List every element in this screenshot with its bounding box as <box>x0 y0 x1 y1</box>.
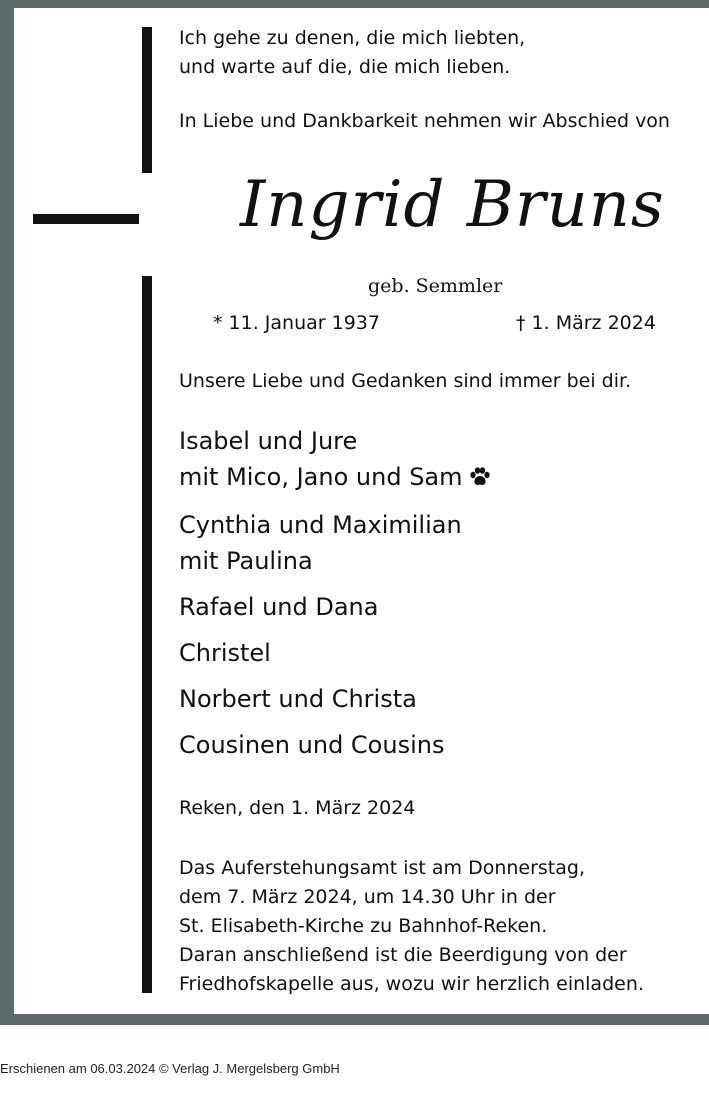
mourner-line: Christel <box>179 639 271 667</box>
mourner-group <box>179 507 491 579</box>
mourner-line-with-icon <box>179 459 491 497</box>
birth-date: * 11. Januar 1937 <box>213 312 380 334</box>
mourner-line: Rafael und Dana <box>179 593 379 621</box>
mourner-group <box>179 681 491 717</box>
death-date: † 1. März 2024 <box>516 312 656 334</box>
notice-line: Das Auferstehungsamt ist am Donnerstag, <box>179 857 585 879</box>
cross-vertical-top <box>142 27 152 173</box>
mourner-group <box>179 727 491 763</box>
mourners-list <box>179 423 491 773</box>
mourner-line: mit Paulina <box>179 547 313 575</box>
mourner-group <box>179 635 491 671</box>
cross-horizontal <box>33 214 139 224</box>
intro-text: In Liebe und Dankbarkeit nehmen wir Abschied von <box>179 110 670 132</box>
mourner-line: Isabel und Jure <box>179 427 358 455</box>
place-date: Reken, den 1. März 2024 <box>179 797 416 819</box>
notice-line: dem 7. März 2024, um 14.30 Uhr in der <box>179 886 556 908</box>
publication-footer: Erschienen am 06.03.2024 © Verlag J. Mergelsberg GmbH <box>0 1061 340 1076</box>
deceased-name: Ingrid Bruns <box>240 168 665 242</box>
notice-line: Daran anschließend ist die Beerdigung von der <box>179 944 627 966</box>
notice-line: Friedhofskapelle aus, wozu wir herzlich einladen. <box>179 973 644 995</box>
verse-line-1: Ich gehe zu denen, die mich liebten, <box>179 27 526 49</box>
mourner-line: Cousinen und Cousins <box>179 731 445 759</box>
mourner-group <box>179 423 491 497</box>
service-notice <box>179 854 644 999</box>
mourner-group <box>179 589 491 625</box>
notice-line: St. Elisabeth-Kirche zu Bahnhof-Reken. <box>179 915 548 937</box>
verse-line-2: und warte auf die, die mich lieben. <box>179 56 511 78</box>
born-name: geb. Semmler <box>368 275 503 297</box>
mourner-line: Norbert und Christa <box>179 685 417 713</box>
mourner-line: mit Mico, Jano und Sam <box>179 463 463 491</box>
mourner-line: Cynthia und Maximilian <box>179 511 462 539</box>
cross-vertical-bottom <box>142 276 152 993</box>
motto: Unsere Liebe und Gedanken sind immer bei dir. <box>179 370 632 392</box>
verse <box>179 24 525 82</box>
paw-icon <box>469 461 491 497</box>
